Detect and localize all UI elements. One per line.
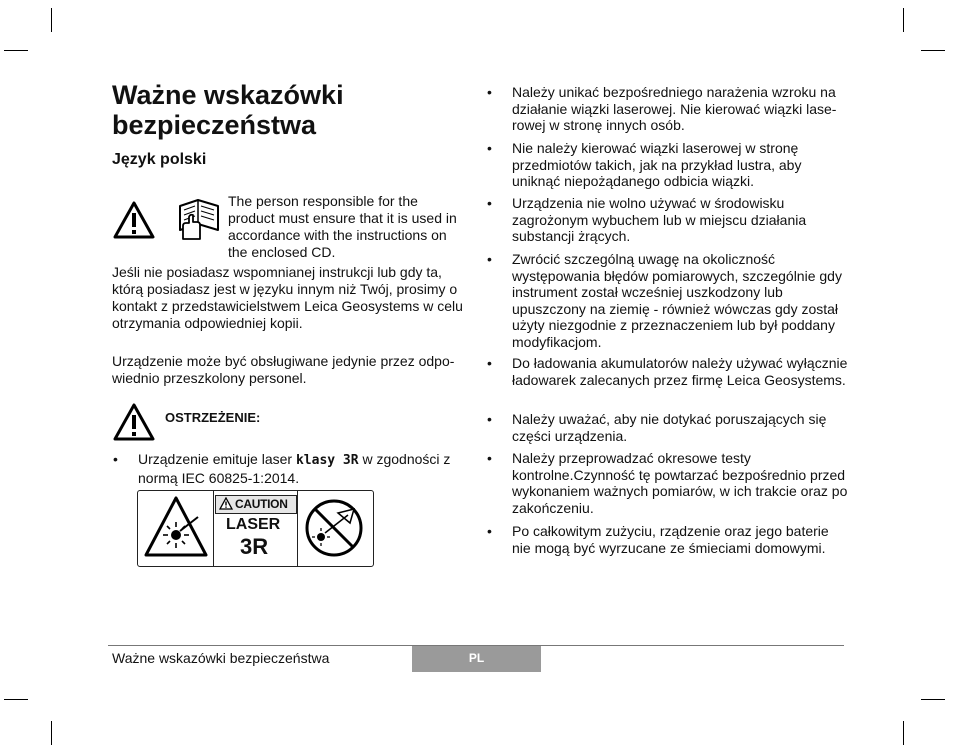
safety-bullet-item: Po całkowitym zużyciu, rządzenie oraz jego baterie nie mogą być wyrzucane ze śmieciami domowymi. bbox=[512, 523, 829, 556]
safety-bullet-item: Urządzenia nie wolno używać w środowisku zagrożonym wybuchem lub w miejscu działania substancji żrących. bbox=[512, 195, 807, 245]
safety-bullet-item: Do ładowania akumulatorów należy używać wyłącznie ładowarek zalecanych przez firmę Leica Geosystems. bbox=[512, 355, 848, 388]
caution-triangle-icon bbox=[219, 497, 233, 510]
laser-class-value: 3R bbox=[240, 534, 269, 559]
safety-bullet-item: Nie należy kierować wiązki laserowej w stronę przedmiotów takich, jak na przykład lustra, aby uniknąć niepożądanego odbicia wiązki. bbox=[512, 140, 802, 190]
warning-heading: OSTRZEŻENIE: bbox=[165, 410, 261, 425]
manual-language-paragraph: Jeśli nie posiadasz wspomnianej instrukcji lub gdy ta, którą posiadasz jest w języku innym niż Twój, prosimy o kontakt z przedstawicielstwem Leica Geosystems w celu otrzymania odpowiedniej kopii. bbox=[112, 264, 463, 331]
bullet-symbol: • bbox=[487, 450, 492, 466]
bullet-symbol: • bbox=[487, 195, 492, 211]
crop-mark bbox=[51, 8, 52, 32]
bullet-symbol: • bbox=[487, 251, 492, 267]
warning-triangle-icon bbox=[112, 402, 156, 442]
safety-bullet-item: Należy unikać bezpośredniego narażenia wzroku na działanie wiązki laserowej. Nie kierować wiązki lase-rowej w stronę innych osób. bbox=[512, 84, 837, 134]
crop-mark bbox=[903, 8, 904, 32]
crop-mark bbox=[921, 50, 945, 51]
bullet-symbol: • bbox=[487, 355, 492, 371]
crop-mark bbox=[51, 721, 52, 745]
crop-mark bbox=[903, 721, 904, 745]
footer-section-title: Ważne wskazówki bezpieczeństwa bbox=[112, 650, 330, 666]
page-subtitle: Język polski bbox=[112, 151, 207, 168]
label-divider bbox=[213, 491, 214, 566]
laser-word: LASER bbox=[226, 516, 281, 533]
laser-class-bullet bbox=[138, 451, 468, 486]
label-divider bbox=[297, 491, 298, 566]
bullet-symbol: • bbox=[487, 411, 492, 427]
crop-mark bbox=[4, 699, 28, 700]
warning-triangle-icon bbox=[112, 200, 156, 240]
bullet-symbol: • bbox=[113, 451, 118, 467]
laser-class-text: klasy 3R bbox=[295, 453, 359, 468]
no-direct-eye-exposure-icon bbox=[302, 497, 366, 559]
bullet-symbol: • bbox=[487, 523, 492, 539]
language-tab: PL bbox=[412, 646, 541, 672]
crop-mark bbox=[921, 699, 945, 700]
safety-bullet-item: Należy uważać, aby nie dotykać poruszających się części urządzenia. bbox=[512, 411, 827, 444]
laser-bullet-before: Urządzenie emituje laser bbox=[138, 451, 296, 467]
page-title: Ważne wskazówki bezpieczeństwa bbox=[112, 80, 344, 140]
responsible-person-note: The person responsible for the product must ensure that it is used in accordance with the instructions on the enclosed CD. bbox=[228, 193, 457, 260]
bullet-symbol: • bbox=[487, 140, 492, 156]
crop-mark bbox=[4, 50, 28, 51]
caution-text: CAUTION bbox=[235, 497, 288, 511]
read-manual-icon bbox=[177, 196, 223, 240]
safety-bullet-item: Zwrócić szczególną uwagę na okoliczność występowania błędów pomiarowych, szczególnie gdy instrument został wcześniej uszkodzony lub upuszczony na ziemię - również wówczas gdy został użyty niezgodnie z przeznaczeniem lub był poddany modyfikacjom. bbox=[512, 251, 842, 350]
trained-personnel-paragraph: Urządzenie może być obsługiwane jedynie przez odpo-wiednio przeszkolony personel. bbox=[112, 353, 455, 386]
laser-radiation-icon bbox=[143, 495, 209, 559]
bullet-symbol: • bbox=[487, 84, 492, 100]
laser-bullet-after: w zgodności z normą IEC 60825-1:2014. bbox=[138, 451, 451, 486]
safety-bullet-item: Należy przeprowadzać okresowe testy kontrolne.Czynność tę powtarzać bezpośrednio przed wykonaniem ważnych pomiarów, w ich trakcie oraz po zakończeniu. bbox=[512, 450, 848, 516]
